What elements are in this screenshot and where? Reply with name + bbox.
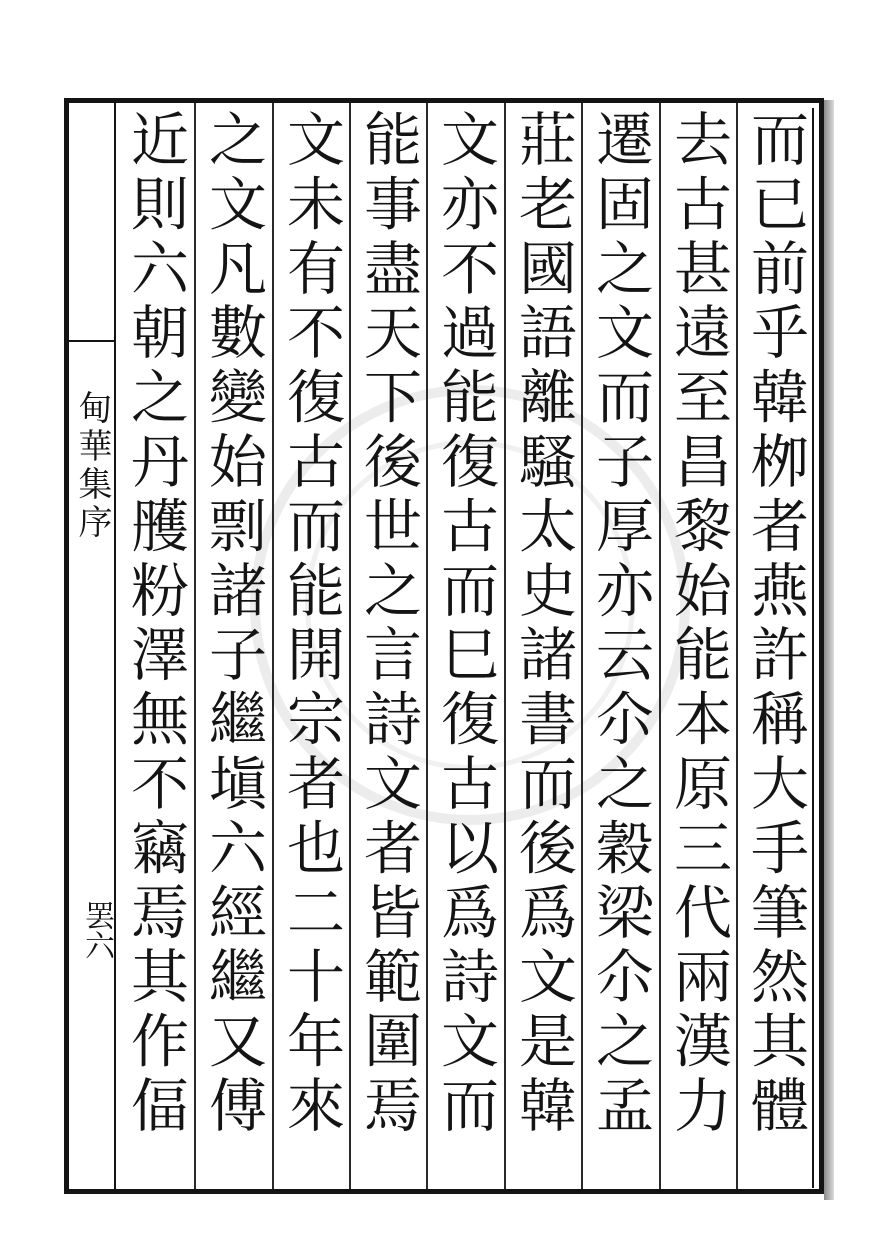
text-column-1: 而已前乎韓栁者燕許稱大手筆然其體 — [741, 109, 809, 1140]
text-column-4: 莊老國語離騷太史諸書而後爲文是韓 — [509, 109, 577, 1140]
margin-divider — [68, 340, 116, 342]
text-column-2: 去古甚遠至昌黎始能本原三代兩漢力 — [664, 109, 732, 1140]
text-column-3: 遷固之文而子厚亦云尒之穀梁尒之孟 — [586, 109, 654, 1140]
text-columns — [116, 103, 814, 1189]
binding-edge-shadow — [824, 100, 834, 1200]
text-column-6: 能事盡天下後世之言詩文者皆範圍焉 — [354, 109, 422, 1140]
text-column-9: 近則六朝之丹雘粉澤無不竊焉其作偪 — [121, 109, 189, 1140]
text-column-8: 之文凡數變始剽諸子繼塡六經繼又傅 — [199, 109, 267, 1140]
margin-book-title: 甸華集序 — [72, 390, 112, 542]
center-margin-strip — [68, 103, 116, 1189]
text-column-5: 文亦不過能復古而巳復古以爲詩文而 — [431, 109, 499, 1140]
text-column-7: 文未有不復古而能開宗者也二十年來 — [277, 109, 345, 1140]
margin-folio-number: 罢六 — [79, 900, 114, 960]
